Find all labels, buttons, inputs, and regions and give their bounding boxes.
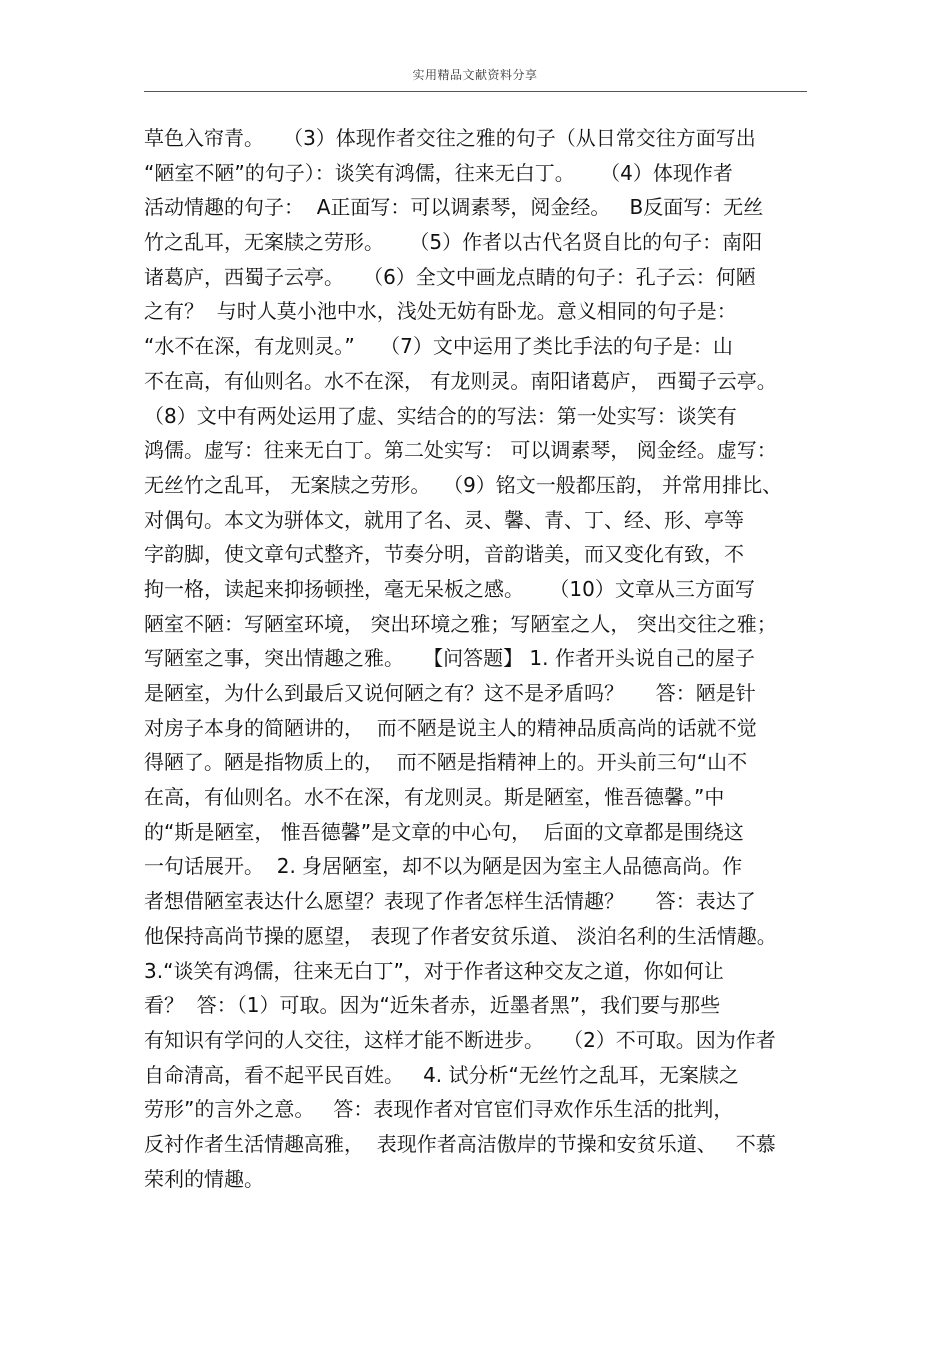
text-line: 是陋室，为什么到最后又说何陋之有？这不是矛盾吗？ 答：陋是针 xyxy=(144,681,756,705)
text-line: 竹之乱耳，无案牍之劳形。 （5）作者以古代名贤自比的句子：南阳 xyxy=(144,230,763,255)
text-line: 字韵脚，使文章句式整齐，节奏分明，音韵谐美，而又变化有致，不 xyxy=(144,542,744,567)
text-line: 一句话展开。 2. 身居陋室，却不以为陋是因为室主人品德高尚。作 xyxy=(144,854,743,879)
text-line: 3.“谈笑有鸿儒，往来无白丁”，对于作者这种交友之道，你如何让 xyxy=(144,958,724,983)
text-line: 反衬作者生活情趣高雅， 表现作者高洁傲岸的节操和安贫乐道、 不慕 xyxy=(144,1131,776,1156)
text-line: “水不在深，有龙则灵。” （7）文中运用了类比手法的句子是：山 xyxy=(144,334,733,359)
text-line: 不在高，有仙则名。水不在深， 有龙则灵。南阳诸葛庐， 西蜀子云亭。 xyxy=(144,368,777,393)
text-line: 看？ 答：（1）可取。因为“近朱者赤，近墨者黑”，我们要与那些 xyxy=(144,993,721,1018)
text-line: 劳形”的言外之意。 答：表现作者对官宦们寻欢作乐生活的批判， xyxy=(144,1097,734,1122)
text-line: （8）文中有两处运用了虚、实结合的的写法：第一处实写：谈笑有 xyxy=(144,403,737,428)
page-header: 实用精品文献资料分享 xyxy=(412,68,538,82)
text-line: 诸葛庐，西蜀子云亭。 （6）全文中画龙点睛的句子：孔子云：何陋 xyxy=(144,264,756,289)
text-line: 拘一格，读起来抑扬顿挫，毫无呆板之感。 （10）文章从三方面写 xyxy=(144,576,755,601)
header-divider xyxy=(144,91,807,92)
text-line: “陋室不陋”的句子）：谈笑有鸿儒，往来无白丁。 （4）体现作者 xyxy=(144,160,733,185)
text-line: 有知识有学问的人交往，这样才能不断进步。 （2）不可取。因为作者 xyxy=(144,1027,776,1052)
text-line: 自命清高，看不起平民百姓。 4. 试分析“无丝竹之乱耳，无案牍之 xyxy=(144,1062,739,1087)
text-line: 之有？ 与时人莫小池中水，浅处无妨有卧龙。意义相同的句子是： xyxy=(144,299,737,324)
text-line: 陋室不陋：写陋室环境， 突出环境之雅；写陋室之人， 突出交往之雅； xyxy=(144,611,777,636)
text-line: 无丝竹之乱耳， 无案牍之劳形。 （9）铭文一般都压韵， 并常用排比、 xyxy=(144,472,783,497)
text-line: 者想借陋室表达什么愿望？表现了作者怎样生活情趣？ 答：表达了 xyxy=(144,889,756,914)
text-line: 荣利的情趣。 xyxy=(144,1166,264,1191)
text-line: 写陋室之事，突出情趣之雅。 【问答题】 1. 作者开头说自己的屋子 xyxy=(144,646,755,671)
text-line: 草色入帘青。 （3）体现作者交往之雅的句子（从日常交往方面写出 xyxy=(144,126,756,150)
text-line: 对房子本身的简陋讲的， 而不陋是说主人的精神品质高尚的话就不觉 xyxy=(144,715,757,740)
text-line: 的“斯是陋室， 惟吾德馨”是文章的中心句， 后面的文章都是围绕这 xyxy=(144,819,744,844)
text-line: 他保持高尚节操的愿望， 表现了作者安贫乐道、 淡泊名利的生活情趣。 xyxy=(144,923,777,948)
text-line: 得陋了。陋是指物质上的， 而不陋是指精神上的。开头前三句“山不 xyxy=(144,750,748,775)
text-line: 鸿儒。虚写：往来无白丁。第二处实写： 可以调素琴， 阅金经。虚写： xyxy=(144,438,777,463)
document-body xyxy=(144,121,814,1196)
text-line: 在高，有仙则名。水不在深，有龙则灵。斯是陋室，惟吾德馨。”中 xyxy=(144,785,725,810)
text-line: 活动情趣的句子： A正面写：可以调素琴，阅金经。 B反面写：无丝 xyxy=(144,195,764,220)
text-line: 对偶句。本文为骈体文，就用了名、灵、馨、青、丁、经、形、亭等 xyxy=(144,507,744,532)
